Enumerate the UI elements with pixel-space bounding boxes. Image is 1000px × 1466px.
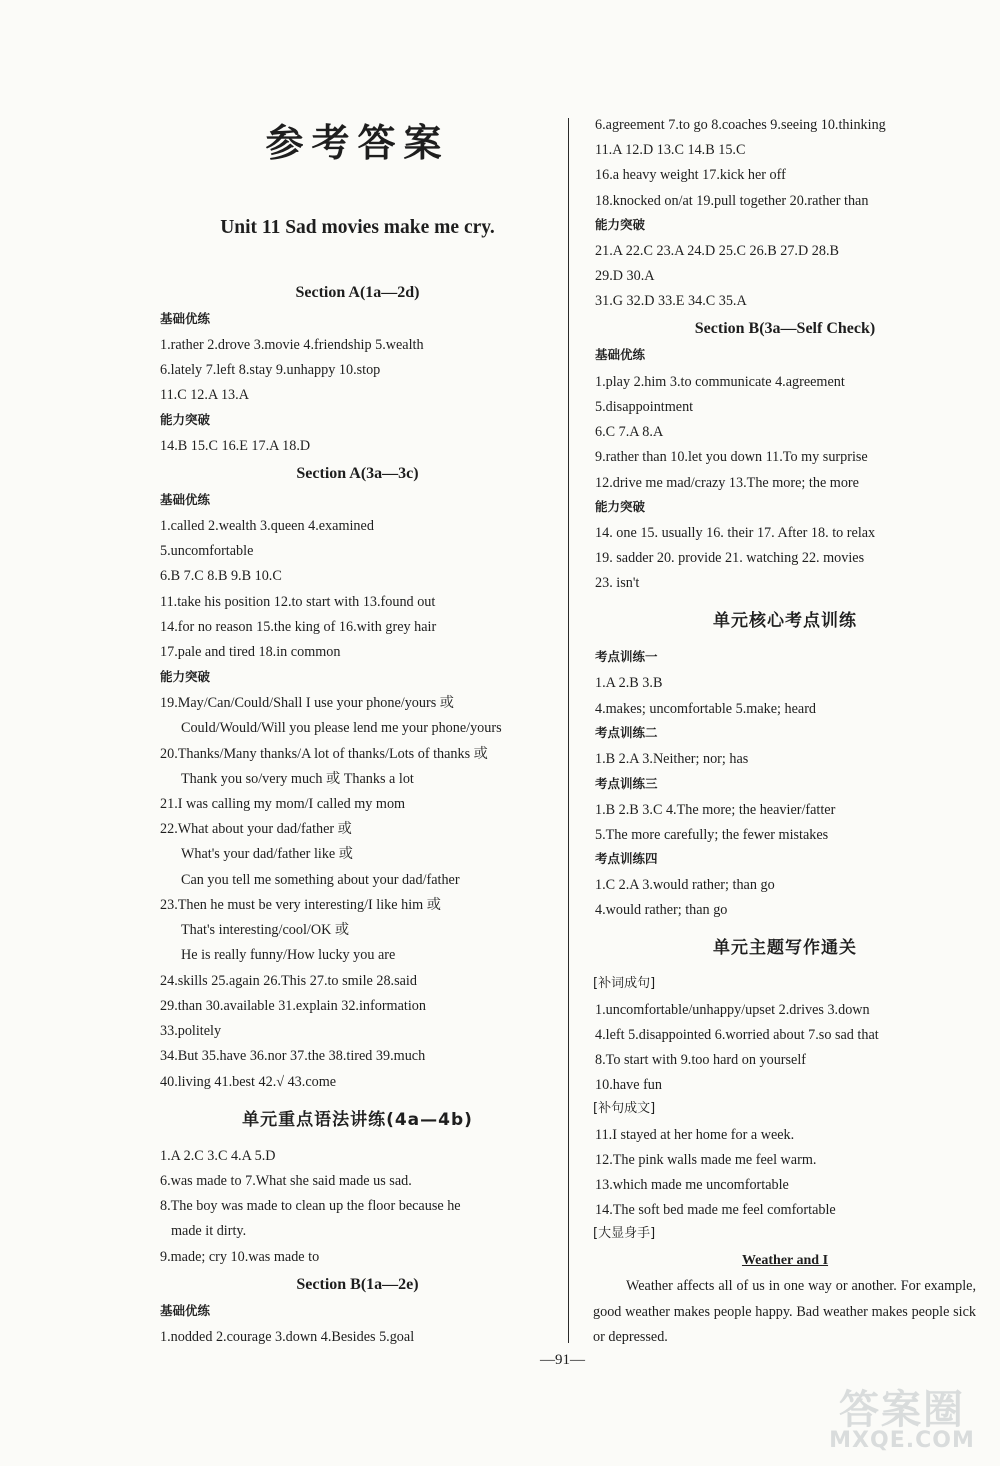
answer-line: Can you tell me something about your dad/father — [181, 872, 460, 888]
answer-line: 24.skills 25.again 26.This 27.to smile 28.said — [160, 973, 417, 989]
label-bu-ju: [补句成文] — [593, 1101, 656, 1116]
answer-line: 4.left 5.disappointed 6.worried about 7.so sad that — [595, 1027, 879, 1043]
label-basic: 基础优练 — [595, 347, 646, 362]
answer-line: 12.drive me mad/crazy 13.The more; the more — [595, 475, 859, 491]
watermark-logo — [812, 1378, 992, 1462]
answer-line: 1.B 2.A 3.Neither; nor; has — [595, 751, 749, 767]
watermark-url: MXQE.COM — [829, 1428, 975, 1453]
unit-title: Unit 11 Sad movies make me cry. — [220, 217, 495, 238]
answer-line: 6.was made to 7.What she said made us sad. — [160, 1173, 412, 1189]
label-da-xian: [大显身手] — [593, 1226, 656, 1241]
answer-line: 40.living 41.best 42.√ 43.come — [160, 1074, 337, 1090]
label-k4: 考点训练四 — [595, 851, 658, 866]
answer-line: 23.Then he must be very interesting/I like him 或 — [160, 897, 441, 913]
answer-line: 21.I was calling my mom/I called my mom — [160, 796, 406, 812]
answer-line: 1.B 2.B 3.C 4.The more; the heavier/fatter — [595, 802, 836, 818]
answer-line: 6.C 7.A 8.A — [595, 424, 664, 440]
answer-line: 17.pale and tired 18.in common — [160, 644, 341, 660]
page-title: 参考答案 — [265, 120, 450, 165]
label-k1: 考点训练一 — [595, 649, 658, 664]
answer-line: He is really funny/How lucky you are — [181, 947, 396, 963]
answer-line: 1.uncomfortable/unhappy/upset 2.drives 3.down — [595, 1002, 870, 1018]
label-ability: 能力突破 — [595, 217, 646, 232]
answer-line: 11.C 12.A 13.A — [160, 387, 249, 403]
answer-line: 9.rather than 10.let you down 11.To my surprise — [595, 449, 868, 465]
essay-title: Weather and I — [741, 1253, 829, 1268]
answer-line: 1.nodded 2.courage 3.down 4.Besides 5.goal — [160, 1329, 415, 1345]
label-ability: 能力突破 — [160, 669, 211, 684]
answer-line: 8.The boy was made to clean up the floor because he — [160, 1198, 461, 1214]
answer-line: 14.for no reason 15.the king of 16.with grey hair — [160, 619, 437, 635]
answer-line: Thank you so/very much 或 Thanks a lot — [181, 771, 414, 787]
answer-line: 6.agreement 7.to go 8.coaches 9.seeing 10.thinking — [595, 117, 886, 133]
answer-line: 1.play 2.him 3.to communicate 4.agreement — [595, 374, 845, 390]
answer-line: 29.D 30.A — [595, 268, 655, 284]
answer-line: 34.But 35.have 36.nor 37.the 38.tired 39.much — [160, 1048, 426, 1064]
answer-line: 20.Thanks/Many thanks/A lot of thanks/Lots of thanks 或 — [160, 746, 488, 762]
answer-line: 1.A 2.B 3.B — [595, 675, 663, 691]
answer-line: 10.have fun — [595, 1077, 662, 1093]
writing-heading: 单元主题写作通关 — [713, 938, 857, 958]
label-ability: 能力突破 — [595, 499, 646, 514]
answer-line: 21.A 22.C 23.A 24.D 25.C 26.B 27.D 28.B — [595, 243, 839, 259]
column-divider — [568, 118, 569, 1343]
answer-line: 6.B 7.C 8.B 9.B 10.C — [160, 568, 282, 584]
answer-line: 5.uncomfortable — [160, 543, 254, 559]
label-k2: 考点训练二 — [595, 725, 658, 740]
answer-line: 18.knocked on/at 19.pull together 20.rather than — [595, 193, 869, 209]
answer-line: 11.A 12.D 13.C 14.B 15.C — [595, 142, 746, 158]
answer-line: 5.disappointment — [595, 399, 694, 415]
answer-line: 19. sadder 20. provide 21. watching 22. movies — [595, 550, 865, 566]
answer-line: 33.politely — [160, 1023, 222, 1039]
answer-line: 14.B 15.C 16.E 17.A 18.D — [160, 438, 311, 454]
answer-line: 23. isn't — [595, 575, 640, 591]
answer-line: 29.than 30.available 31.explain 32.information — [160, 998, 426, 1014]
answer-line: That's interesting/cool/OK 或 — [181, 922, 350, 938]
answer-line: 5.The more carefully; the fewer mistakes — [595, 827, 829, 843]
section-heading-b1: Section B(1a—2e) — [296, 1276, 419, 1293]
answer-line: Could/Would/Will you please lend me your phone/yours — [181, 720, 502, 736]
answer-line: 14. one 15. usually 16. their 17. After 18. to relax — [595, 525, 876, 541]
section-heading-a1: Section A(1a—2d) — [295, 284, 420, 301]
answer-line: What's your dad/father like 或 — [181, 846, 353, 862]
answer-line: 14.The soft bed made me feel comfortable — [595, 1202, 836, 1218]
essay-paragraph: Weather affects all of us in one way or another. For example, good weather makes people happy. Bad weather makes people sick or depressed. — [593, 1278, 976, 1345]
answer-line: 1.called 2.wealth 3.queen 4.examined — [160, 518, 374, 534]
label-k3: 考点训练三 — [595, 776, 658, 791]
answer-line: 16.a heavy weight 17.kick her off — [595, 167, 786, 183]
answer-line: 8.To start with 9.too hard on yourself — [595, 1052, 806, 1068]
answer-line: 22.What about your dad/father 或 — [160, 821, 352, 837]
answer-line: 1.rather 2.drove 3.movie 4.friendship 5.wealth — [160, 337, 424, 353]
answer-line: 1.C 2.A 3.would rather; than go — [595, 877, 775, 893]
label-basic: 基础优练 — [160, 311, 211, 326]
answer-line: 13.which made me uncomfortable — [595, 1177, 789, 1193]
answer-line: 9.made; cry 10.was made to — [160, 1249, 320, 1265]
label-ability: 能力突破 — [160, 412, 211, 427]
label-basic: 基础优练 — [160, 492, 211, 507]
section-heading-b2: Section B(3a—Self Check) — [694, 320, 876, 337]
answer-line: 6.lately 7.left 8.stay 9.unhappy 10.stop — [160, 362, 381, 378]
watermark-text: 答案圈 — [839, 1387, 965, 1433]
label-bu-ci: [补词成句] — [593, 976, 656, 991]
page-number: —91— — [540, 1352, 585, 1368]
grammar-heading: 单元重点语法讲练(4a—4b) — [242, 1110, 473, 1130]
core-heading: 单元核心考点训练 — [713, 611, 857, 631]
section-heading-a2: Section A(3a—3c) — [296, 465, 419, 482]
answer-line: 4.would rather; than go — [595, 902, 728, 918]
answer-line: made it dirty. — [171, 1223, 247, 1239]
answer-line: 19.May/Can/Could/Shall I use your phone/yours 或 — [160, 695, 454, 711]
label-basic: 基础优练 — [160, 1303, 211, 1318]
answer-line: 12.The pink walls made me feel warm. — [595, 1152, 817, 1168]
answer-line: 4.makes; uncomfortable 5.make; heard — [595, 701, 817, 717]
answer-line: 31.G 32.D 33.E 34.C 35.A — [595, 293, 747, 309]
answer-line: 1.A 2.C 3.C 4.A 5.D — [160, 1148, 276, 1164]
answer-line: 11.take his position 12.to start with 13.found out — [160, 594, 436, 610]
answer-line: 11.I stayed at her home for a week. — [595, 1127, 795, 1143]
